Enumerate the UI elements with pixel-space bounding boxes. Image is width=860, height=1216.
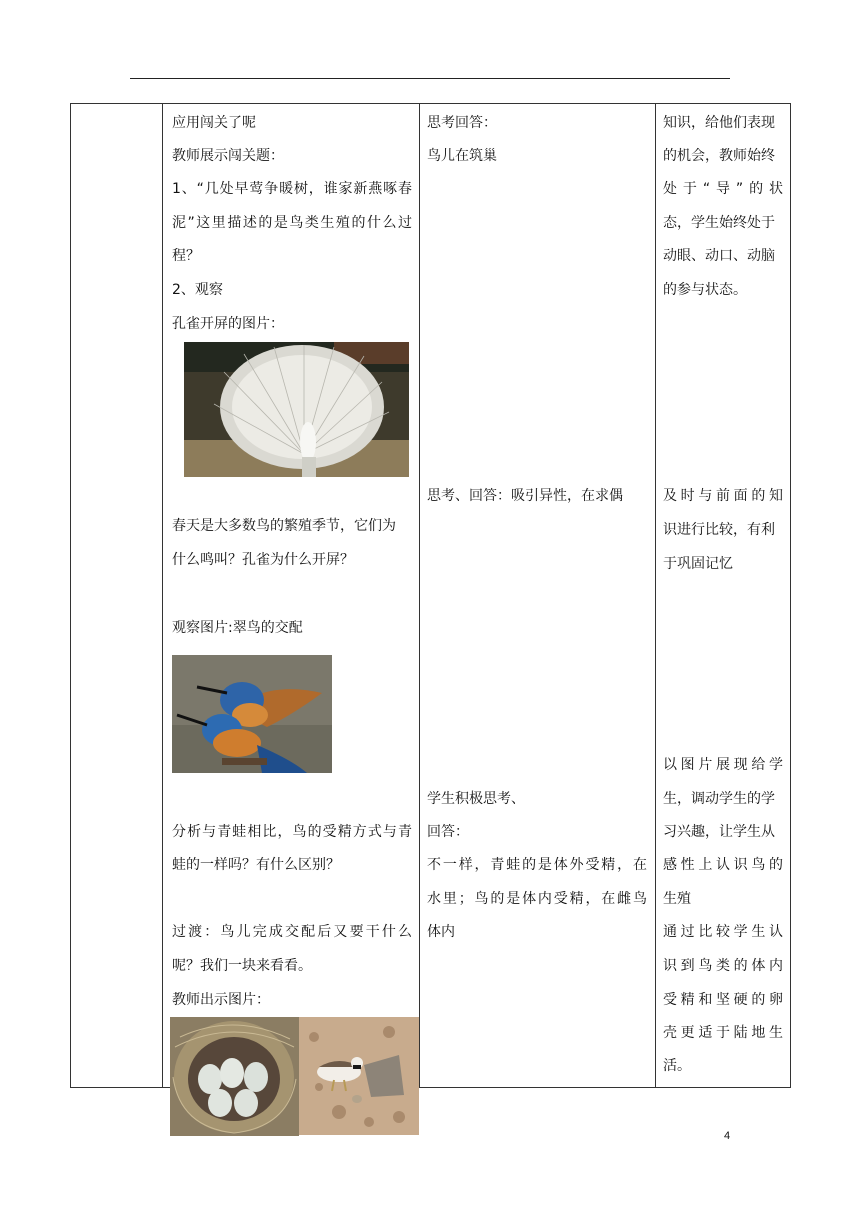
text-line: 生殖	[663, 891, 691, 907]
text-line: 及时与前面的知	[663, 488, 783, 504]
text-line: 态，学生始终处于	[663, 215, 775, 231]
text-line: 习兴趣，让学生从	[663, 824, 775, 840]
text-line: 受精和坚硬的卵	[663, 992, 783, 1008]
text-line: 活。	[663, 1058, 691, 1074]
kingfisher-photo	[172, 655, 332, 773]
peacock-photo	[184, 342, 409, 477]
plover-ground-nest-photo	[299, 1017, 419, 1135]
text-line: 于巩固记忆	[663, 556, 733, 572]
page-number: 4	[724, 1130, 731, 1142]
text-line: 思考回答：	[427, 115, 497, 131]
text-line: 教师出示图片：	[172, 992, 270, 1008]
text-line: 应用闯关了呢	[172, 115, 256, 131]
text-line: 的机会，教师始终	[663, 148, 775, 164]
text-line: 春天是大多数鸟的繁殖季节，它们为	[172, 518, 396, 534]
text-line: 思考、回答：吸引异性，在求偶	[427, 488, 623, 504]
text-line: 教师展示闯关题：	[172, 148, 284, 164]
text-line: 什么鸣叫？孔雀为什么开屏？	[172, 552, 354, 568]
text-line: 1、“几处早莺争暖树，谁家新燕啄春	[172, 181, 412, 197]
text-line: 过渡：鸟儿完成交配后又要干什么	[172, 924, 412, 940]
text-line: 不一样，青蛙的是体外受精，在	[427, 857, 647, 873]
text-line: 识进行比较，有利	[663, 522, 775, 538]
column-divider	[162, 104, 163, 1087]
text-line: 动眼、动口、动脑	[663, 248, 775, 264]
student-activity-column	[427, 104, 649, 1087]
text-line: 分析与青蛙相比，鸟的受精方式与青	[172, 824, 412, 840]
text-line: 呢？我们一块来看看。	[172, 958, 312, 974]
design-intent-column	[663, 104, 785, 1087]
text-line: 的参与状态。	[663, 282, 747, 298]
teacher-activity-column	[172, 104, 412, 1087]
text-line: 观察图片:翠鸟的交配	[172, 620, 303, 636]
text-line: 体内	[427, 924, 455, 940]
text-line: 泥”这里描述的是鸟类生殖的什么过	[172, 215, 412, 231]
text-line: 知识，给他们表现	[663, 115, 775, 131]
bird-nest-eggs-photo	[170, 1017, 299, 1136]
text-line: 鸟儿在筑巢	[427, 148, 497, 164]
lesson-table	[70, 103, 791, 1088]
column-divider	[655, 104, 656, 1087]
text-line: 生，调动学生的学	[663, 791, 775, 807]
text-line: 回答：	[427, 824, 469, 840]
text-line: 程？	[172, 248, 200, 264]
text-line: 孔雀开屏的图片：	[172, 316, 284, 332]
header-rule	[130, 78, 730, 79]
text-line: 学生积极思考、	[427, 791, 525, 807]
text-line: 感性上认识鸟的	[663, 857, 783, 873]
text-line: 蛙的一样吗？有什么区别？	[172, 857, 340, 873]
text-line: 通过比较学生认	[663, 924, 783, 940]
text-line: 壳更适于陆地生	[663, 1025, 783, 1041]
column-divider	[419, 104, 420, 1087]
text-line: 2、观察	[172, 282, 223, 298]
text-line: 水里；鸟的是体内受精，在雌鸟	[427, 891, 647, 907]
text-line: 处于“导”的状	[663, 181, 783, 197]
text-line: 识到鸟类的体内	[663, 958, 783, 974]
text-line: 以图片展现给学	[663, 757, 783, 773]
